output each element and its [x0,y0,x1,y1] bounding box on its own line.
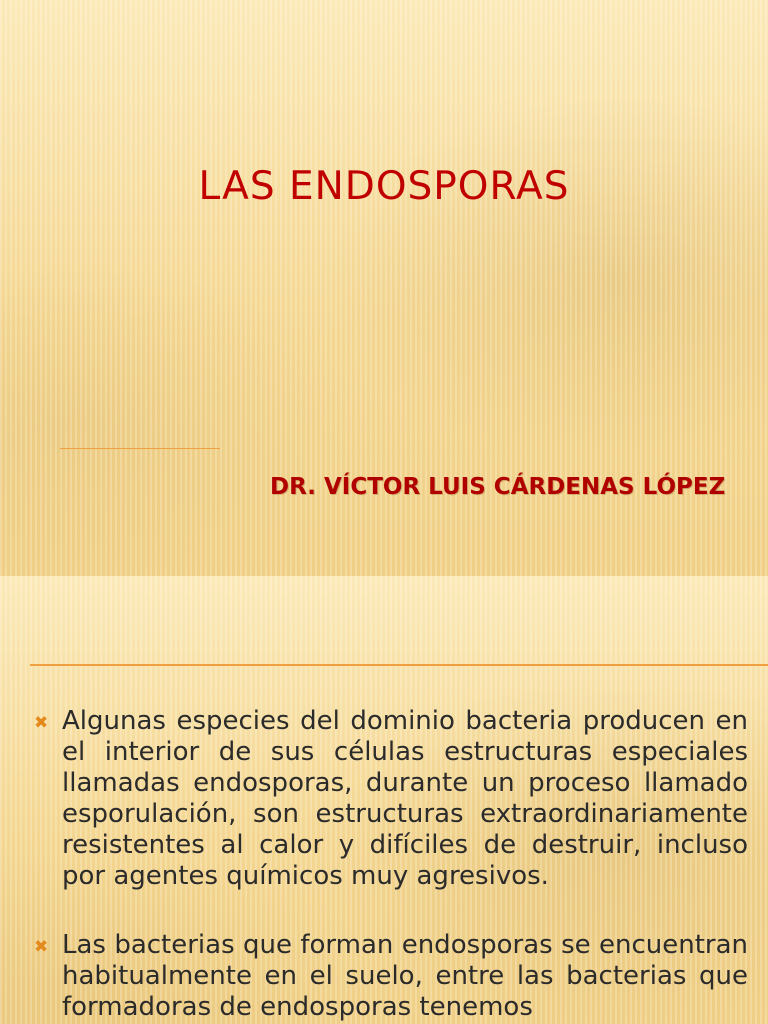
content-slide [0,576,768,1024]
slide-title: LAS ENDOSPORAS [198,164,570,209]
bullet-text: Las bacterias que forman endosporas se encuentran habitualmente en el suelo, entre las bacterias que formadoras de endosporas tenemos [62,930,748,1022]
list-item [34,706,748,892]
author-name: DR. VÍCTOR LUIS CÁRDENAS LÓPEZ [270,474,726,500]
accent-divider [60,448,220,449]
list-item [34,930,748,1023]
bullet-text: Algunas especies del dominio bacteria producen en el interior de sus células estructuras especiales llamadas endosporas, durante un proceso llamado esporulación, son estructuras extraordinariamente resistentes al calor y difíciles de destruir, incluso por agentes químicos muy agresivos. [62,706,748,891]
x-bullet-icon: ✖ [34,713,49,733]
x-bullet-icon: ✖ [34,937,49,957]
bullet-list [34,706,748,1024]
header-divider [30,664,768,666]
